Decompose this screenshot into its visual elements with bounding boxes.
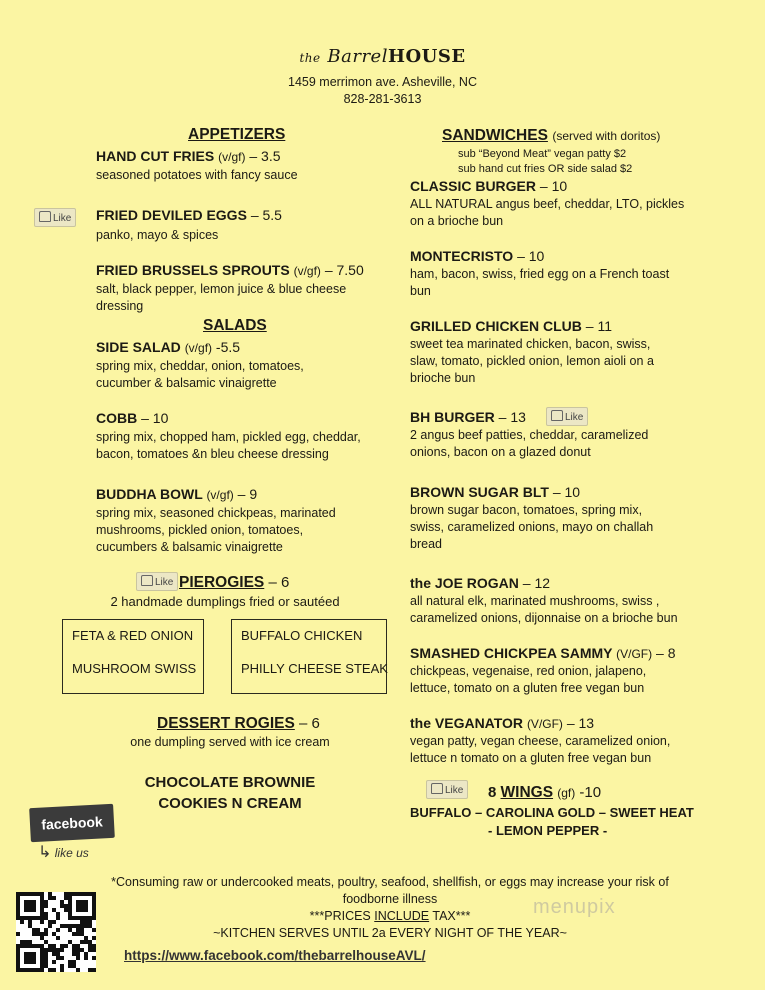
menu-item-name: CLASSIC BURGER – 10 (410, 178, 568, 194)
logo-house: HOUSE (387, 46, 466, 67)
tax-note: ***PRICES INCLUDE TAX*** (309, 909, 471, 923)
menu-item-desc: panko, mayo & spices (96, 228, 219, 242)
qr-module (52, 920, 56, 924)
menu-item-desc: spring mix, cheddar, onion, tomatoes, cucumber & balsamic vinaigrette (96, 359, 304, 390)
qr-module (32, 908, 36, 912)
like-us-note: ↳ like us (38, 844, 89, 861)
menu-item-name: the JOE ROGAN – 12 (410, 575, 551, 591)
qr-module (52, 960, 56, 964)
qr-module (60, 956, 64, 960)
qr-module (56, 916, 60, 920)
qr-module (44, 932, 48, 936)
address: 1459 merrimon ave. Asheville, NC (288, 75, 477, 89)
qr-module (64, 944, 68, 948)
dessert-flavor: CHOCOLATE BROWNIE (144, 774, 316, 791)
facebook-url[interactable]: https://www.facebook.com/thebarrelhouseAVL/ (124, 948, 426, 963)
pierogies-title: PIEROGIES – 6 (179, 574, 290, 591)
thumbs-up-icon (551, 410, 563, 421)
wings-flavors: - LEMON PEPPER - (488, 823, 608, 838)
qr-module (52, 968, 56, 972)
menu-item-desc: vegan patty, vegan cheese, caramelized onion, lettuce n tomato on a gluten free vegan bun (410, 734, 671, 765)
qr-module (60, 948, 64, 952)
qr-module (20, 920, 24, 924)
menu-item-desc: 2 angus beef patties, cheddar, caramelized onions, bacon on a glazed donut (410, 428, 649, 459)
menu-item-desc: seasoned potatoes with fancy sauce (96, 168, 298, 182)
menu-item-desc: sweet tea marinated chicken, bacon, swiss, slaw, tomato, pickled onion, lemon aioli on a brioche bun (410, 337, 654, 385)
qr-module (92, 956, 96, 960)
qr-module (92, 948, 96, 952)
menu-item-name: HAND CUT FRIES (v/gf) – 3.5 (96, 148, 281, 164)
menu-item-desc: brown sugar bacon, tomatoes, spring mix, swiss, caramelized onions, mayo on challah bread (410, 503, 654, 551)
wings-title: 8 WINGS (gf) -10 (488, 784, 602, 801)
qr-module (52, 896, 56, 900)
flavor-item: FETA & RED ONION (72, 628, 194, 643)
menu-item-name: SMASHED CHICKPEA SAMMY (V/GF) – 8 (410, 645, 676, 661)
qr-module (16, 932, 20, 936)
qr-module (92, 936, 96, 940)
like-button[interactable]: Like (34, 208, 76, 227)
salads-title: SALADS (203, 317, 267, 334)
thumbs-up-icon (39, 211, 51, 222)
appetizers-title: APPETIZERS (188, 126, 286, 143)
food-warning: *Consuming raw or undercooked meats, poultry, seafood, shellfish, or eggs may increase your risk of foodborne illness (111, 875, 669, 906)
menu-item-desc: spring mix, chopped ham, pickled egg, cheddar, bacon, tomatoes &n bleu cheese dressing (96, 430, 361, 461)
qr-module (44, 904, 48, 908)
restaurant-logo (0, 46, 765, 67)
logo-barrel: Barrel (327, 46, 388, 67)
menu-item-desc: spring mix, seasoned chickpeas, marinated mushrooms, pickled onion, tomatoes, cucumbers & balsamic vinaigrette (96, 506, 336, 554)
flavor-item: BUFFALO CHICKEN (241, 628, 363, 643)
facebook-badge[interactable]: facebook (29, 804, 115, 842)
arrow-icon: ↳ (38, 844, 52, 861)
qr-module (76, 956, 80, 960)
qr-module (92, 928, 96, 932)
sandwich-sub-note: sub “Beyond Meat” vegan patty $2 (458, 148, 627, 160)
menu-item-desc: ham, bacon, swiss, fried egg on a French toast bun (410, 267, 670, 298)
dessert-flavor: COOKIES N CREAM (158, 795, 302, 812)
qr-module (60, 968, 64, 972)
qr-module (56, 936, 60, 940)
qr-module (32, 960, 36, 964)
like-button[interactable]: Like (136, 572, 178, 591)
logo-the: the (299, 51, 321, 65)
like-button[interactable]: Like (546, 407, 588, 426)
dessert-desc: one dumpling served with ice cream (130, 735, 330, 749)
pierogies-flavors-box-left (62, 619, 204, 694)
menu-item-name: FRIED BRUSSELS SPROUTS (v/gf) – 7.50 (96, 262, 364, 278)
qr-module (92, 968, 96, 972)
menu-item-desc: chickpeas, vegenaise, red onion, jalapeno, lettuce, tomato on a gluten free vegan bun (410, 664, 647, 695)
menu-item-name: BUDDHA BOWL (v/gf) – 9 (96, 486, 258, 502)
wings-flavors: BUFFALO – CAROLINA GOLD – SWEET HEAT (410, 805, 694, 820)
sandwich-sub-note: sub hand cut fries OR side salad $2 (458, 163, 633, 175)
menu-item-name: the VEGANATOR (V/GF) – 13 (410, 715, 595, 731)
menu-item-name: SIDE SALAD (v/gf) -5.5 (96, 339, 241, 355)
qr-code[interactable] (16, 892, 96, 972)
menu-item-name: COBB – 10 (96, 410, 169, 426)
pierogies-flavors-box-right (231, 619, 387, 694)
pierogies-desc: 2 handmade dumplings fried or sautéed (110, 594, 340, 609)
thumbs-up-icon (141, 575, 153, 586)
menu-item-desc: salt, black pepper, lemon juice & blue cheese dressing (96, 282, 347, 313)
qr-module (40, 968, 44, 972)
qr-module (40, 920, 44, 924)
qr-module (92, 916, 96, 920)
qr-module (84, 908, 88, 912)
watermark: menupix (533, 896, 616, 918)
kitchen-hours: ~KITCHEN SERVES UNTIL 2a EVERY NIGHT OF THE YEAR~ (213, 926, 567, 940)
menu-item-name: BH BURGER – 13 (410, 409, 526, 425)
flavor-item: MUSHROOM SWISS (72, 661, 197, 676)
menu-item-name: FRIED DEVILED EGGS – 5.5 (96, 207, 282, 223)
qr-module (48, 924, 52, 928)
sandwiches-title: SANDWICHES (served with doritos) (442, 127, 661, 144)
menu-item-desc: all natural elk, marinated mushrooms, swiss , caramelized onions, dijonnaise on a brioche bun (410, 594, 678, 625)
flavor-item: PHILLY CHEESE STEAK (241, 661, 388, 676)
qr-module (56, 928, 60, 932)
phone-number: 828-281-3613 (343, 92, 422, 106)
menu-item-name: GRILLED CHICKEN CLUB – 11 (410, 318, 612, 334)
qr-module (76, 968, 80, 972)
like-button[interactable]: Like (426, 780, 468, 799)
qr-module (84, 956, 88, 960)
menu-item-desc: ALL NATURAL angus beef, cheddar, LTO, pickles on a brioche bun (410, 197, 685, 228)
dessert-title: DESSERT ROGIES – 6 (157, 715, 320, 732)
thumbs-up-icon (431, 783, 443, 794)
menu-item-name: MONTECRISTO – 10 (410, 248, 545, 264)
menu-item-name: BROWN SUGAR BLT – 10 (410, 484, 581, 500)
